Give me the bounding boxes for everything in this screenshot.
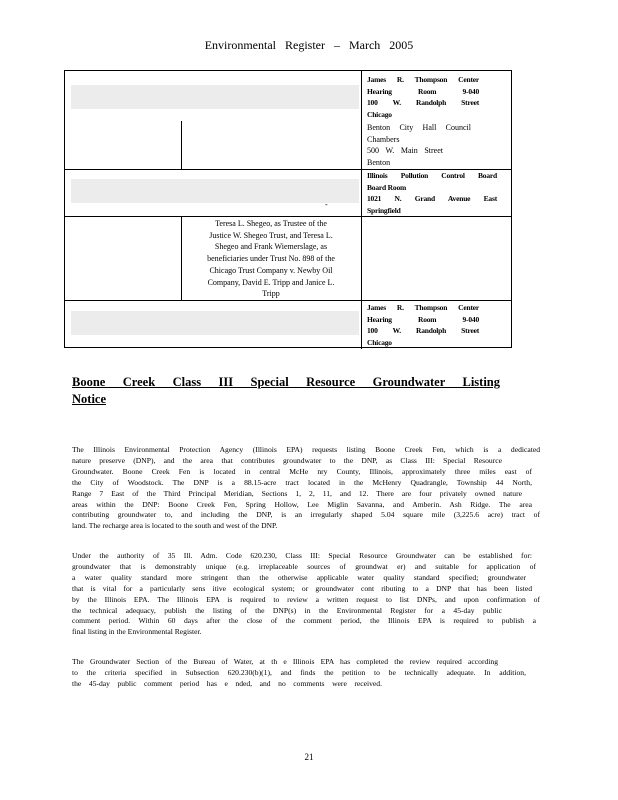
table-column-divider <box>181 216 182 300</box>
notice-paragraph-1: The Illinois Environmental Protection Agency (Illinois EPA) requests listing Boone Creek Fen, which is a dedicated nature preserve (DNP), and the area that contributes groundwater to the DNP, as Class III: Special Resource Groundwater. Boone Creek Fen is located in central McHe nry County, Illinois, approximately three miles east of the City of Woodstock. The DNP is a 88.15-acre tract located in the McHenry Quadrangle, Township 44 North, Range 7 East of the Third Principal Meridian, Sections 1, 2, 11, and 12. There are four privately owned nature areas within the DNP: Boone Creek Fen, Spring Hollow, Lee Miglin Savanna, and Amberin. Ash Ridge. The area contributing groundwater to, and including the DNP, is an irregularly shaped 5.04 square mile (3,225.6 acre) tract of land. The recharge area is located to the south and west of the DNP. <box>72 445 540 531</box>
page-header: Environmental Register – March 2005 <box>204 38 414 52</box>
hearing-schedule-table <box>64 70 512 348</box>
hearing-location-benton: Benton City Hall Council Chambers 500 W. Main Street Benton <box>367 123 471 168</box>
table-row-divider <box>65 300 511 301</box>
shaded-cell <box>123 311 359 335</box>
shaded-cell <box>123 85 359 109</box>
notice-paragraph-3: The Groundwater Section of the Bureau of Water, at th e Illinois EPA has completed the review required according to the criteria specified in Subsection 620.230(b)(1), and finds the petition to be technically adequate. In addition, the 45-day public comment period has e nded, and no comments were received. <box>72 657 526 688</box>
table-dash: - <box>325 200 328 209</box>
case-caption: Teresa L. Shegeo, as Trustee of the Justice W. Shegeo Trust, and Teresa L. Shegeo and Frank Wiemerslage, as beneficiaries under Trust No. 898 of the Chicago Trust Company v. Newby Oil Company, David E. Tripp and Janice L. Tripp <box>207 219 335 299</box>
hearing-location-pollution-control-board: Illinois Pollution Control Board Board Room 1021 N. Grand Avenue East Springfield <box>367 171 497 216</box>
table-column-divider <box>361 71 362 349</box>
shaded-cell <box>123 179 359 203</box>
notice-paragraph-2: Under the authority of 35 Ill. Adm. Code 620.230, Class III: Special Resource Groundwater can be established for: groundwater that is demonstrably unique (e.g. irreplaceable sources of groundwat er) and suitable for application of a water quality standard more stringent than the otherwise applicable water quality standard specified; groundwater that is vital for a particularly sens itive ecological system; or groundwater cont ributing to a DNP that has been listed by the Illinois EPA. The Illinois EPA is required to review a written request to list DNPs, and upon confirmation of the technical adequacy, publish the listing of the DNP(s) in the Environmental Register for a 45-day public comment period. Within 60 days after the close of the comment period, the Illinois EPA is required to publish a final listing in the Environmental Register. <box>72 551 540 637</box>
table-column-divider <box>181 121 182 169</box>
hearing-location-thompson-center: James R. Thompson Center Hearing Room 9-040 100 W. Randolph Street Chicago <box>367 75 479 120</box>
notice-title: Boone Creek Class III Special Resource Groundwater Listing Notice <box>72 375 500 406</box>
page-number: 21 <box>304 752 314 762</box>
hearing-location-thompson-center-2: James R. Thompson Center Hearing Room 9-040 100 W. Randolph Street Chicago <box>367 303 479 348</box>
